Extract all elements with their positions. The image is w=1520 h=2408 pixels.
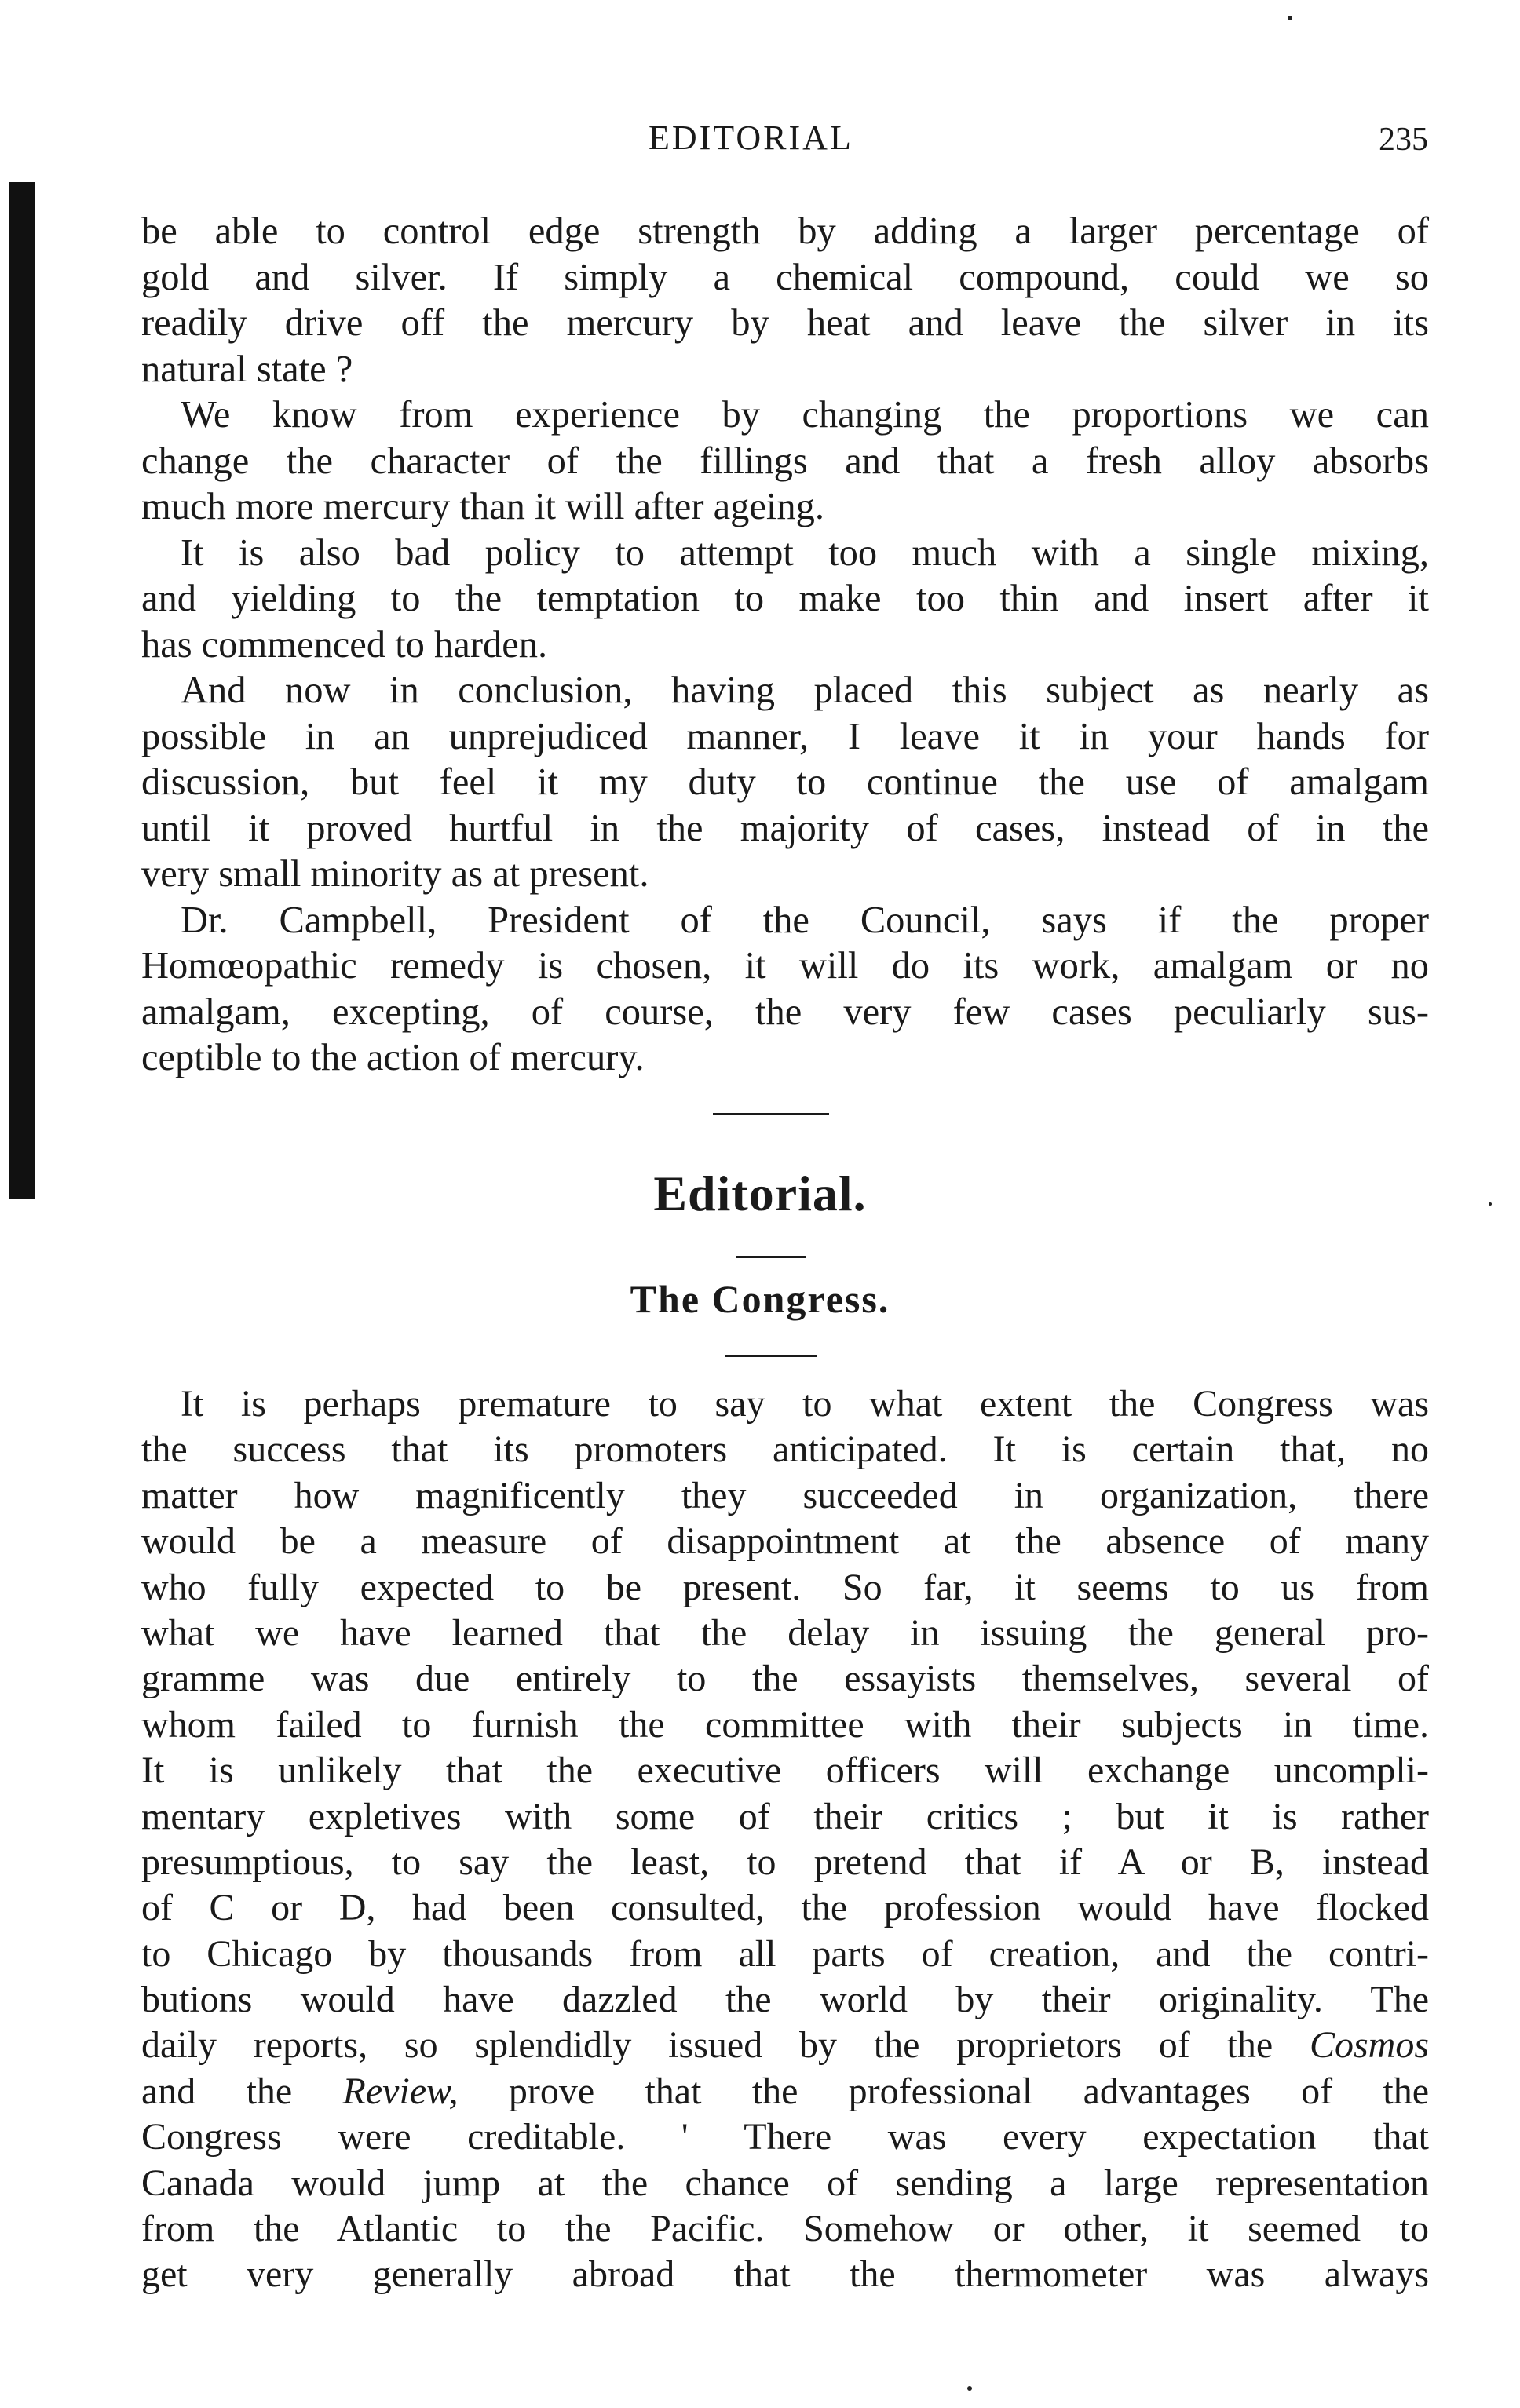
text-line: what we have learned that the delay in issuing the general pro- [141,1611,1429,1654]
text-line: gramme was due entirely to the essayists themselves, several of [141,1658,1429,1700]
text-fragment: daily reports, so splendidly issued by the proprietors of the [141,2024,1273,2067]
text-line: discussion, but feel it my duty to continue the use of amalgam [141,761,1429,803]
text-line: possible in an unprejudiced manner, I leave it in your hands for [141,715,1429,757]
text-line: much more mercury than it will after ageing. [141,486,824,527]
text-line: of C or D, had been consulted, the profession would have flocked [141,1887,1429,1929]
margin-scan-shadow [9,182,35,1199]
text-line: It is perhaps premature to say to what extent the Congress was [181,1383,1429,1425]
running-title: EDITORIAL [649,119,853,157]
scan-speck [1288,16,1292,20]
text-line: has commenced to harden. [141,623,548,666]
text-line: get very generally abroad that the thermometer was always [141,2253,1429,2296]
text-line [141,2069,1429,2114]
italic-journal-title: Cosmos [1309,2024,1430,2067]
text-line [141,2023,1429,2068]
subheading-divider-rule [725,1355,817,1357]
text-line: be able to control edge strength by adding a larger percentage of [141,210,1429,252]
text-line: amalgam, excepting, of course, the very few cases peculiarly sus- [141,991,1429,1033]
text-line: readily drive off the mercury by heat and leave the silver in its [141,302,1429,344]
text-line: presumptious, to say the least, to pretend that if A or B, instead [141,1841,1429,1883]
text-line: natural state ? [141,348,353,390]
text-line: and yielding to the temptation to make too thin and insert after it [141,578,1429,619]
text-line: would be a measure of disappointment at the absence of many [141,1520,1429,1563]
text-line: Canada would jump at the chance of sending a large representation [141,2162,1429,2204]
text-line: until it proved hurtful in the majority of cases, instead of in the [141,807,1429,849]
text-fragment: and the [141,2070,293,2112]
heading-divider-rule [736,1256,806,1258]
running-header [0,118,1520,165]
continued-article-text [141,209,1429,1082]
text-line: Dr. Campbell, President of the Council, says if the proper [181,899,1429,941]
text-line: from the Atlantic to the Pacific. Somehow or other, it seemed to [141,2208,1429,2250]
text-line: matter how magnificently they succeeded in organization, there [141,1474,1429,1516]
text-line: very small minority as at present. [141,853,649,895]
text-line: mentary expletives with some of their critics ; but it is rather [141,1795,1429,1837]
text-line: ceptible to the action of mercury. [141,1037,645,1078]
text-line: Homœopathic remedy is chosen, it will do its work, amalgam or no [141,945,1429,987]
section-divider-rule [713,1113,829,1115]
italic-journal-title: Review, [342,2070,459,2112]
text-line: It is also bad policy to attempt too much with a single mixing, [181,531,1429,574]
text-line: who fully expected to be present. So far, it seems to us from [141,1566,1429,1608]
text-line: change the character of the fillings and that a fresh alloy absorbs [141,440,1429,482]
section-heading: Editorial. [653,1166,867,1221]
text-line: And now in conclusion, having placed this subject as nearly as [181,669,1429,711]
text-fragment: prove that the professional advantages of the [508,2070,1430,2112]
text-line: whom failed to furnish the committee with their subjects in time. [141,1703,1429,1746]
text-line: the success that its promoters anticipated. It is certain that, no [141,1428,1429,1471]
scan-speck [967,2386,972,2391]
article-subheading: The Congress. [630,1277,890,1321]
text-line: It is unlikely that the executive officers will exchange uncompli- [141,1749,1429,1792]
text-line: gold and silver. If simply a chemical compound, could we so [141,256,1429,298]
text-line: to Chicago by thousands from all parts of creation, and the contri- [141,1932,1429,1975]
editorial-article-text [141,1381,1429,2298]
text-line: We know from experience by changing the proportions we can [181,394,1429,436]
text-line: Congress were creditable. ' There was every expectation that [141,2116,1429,2158]
text-line: butions would have dazzled the world by their originality. The [141,1979,1429,2021]
page-number: 235 [1379,122,1428,158]
